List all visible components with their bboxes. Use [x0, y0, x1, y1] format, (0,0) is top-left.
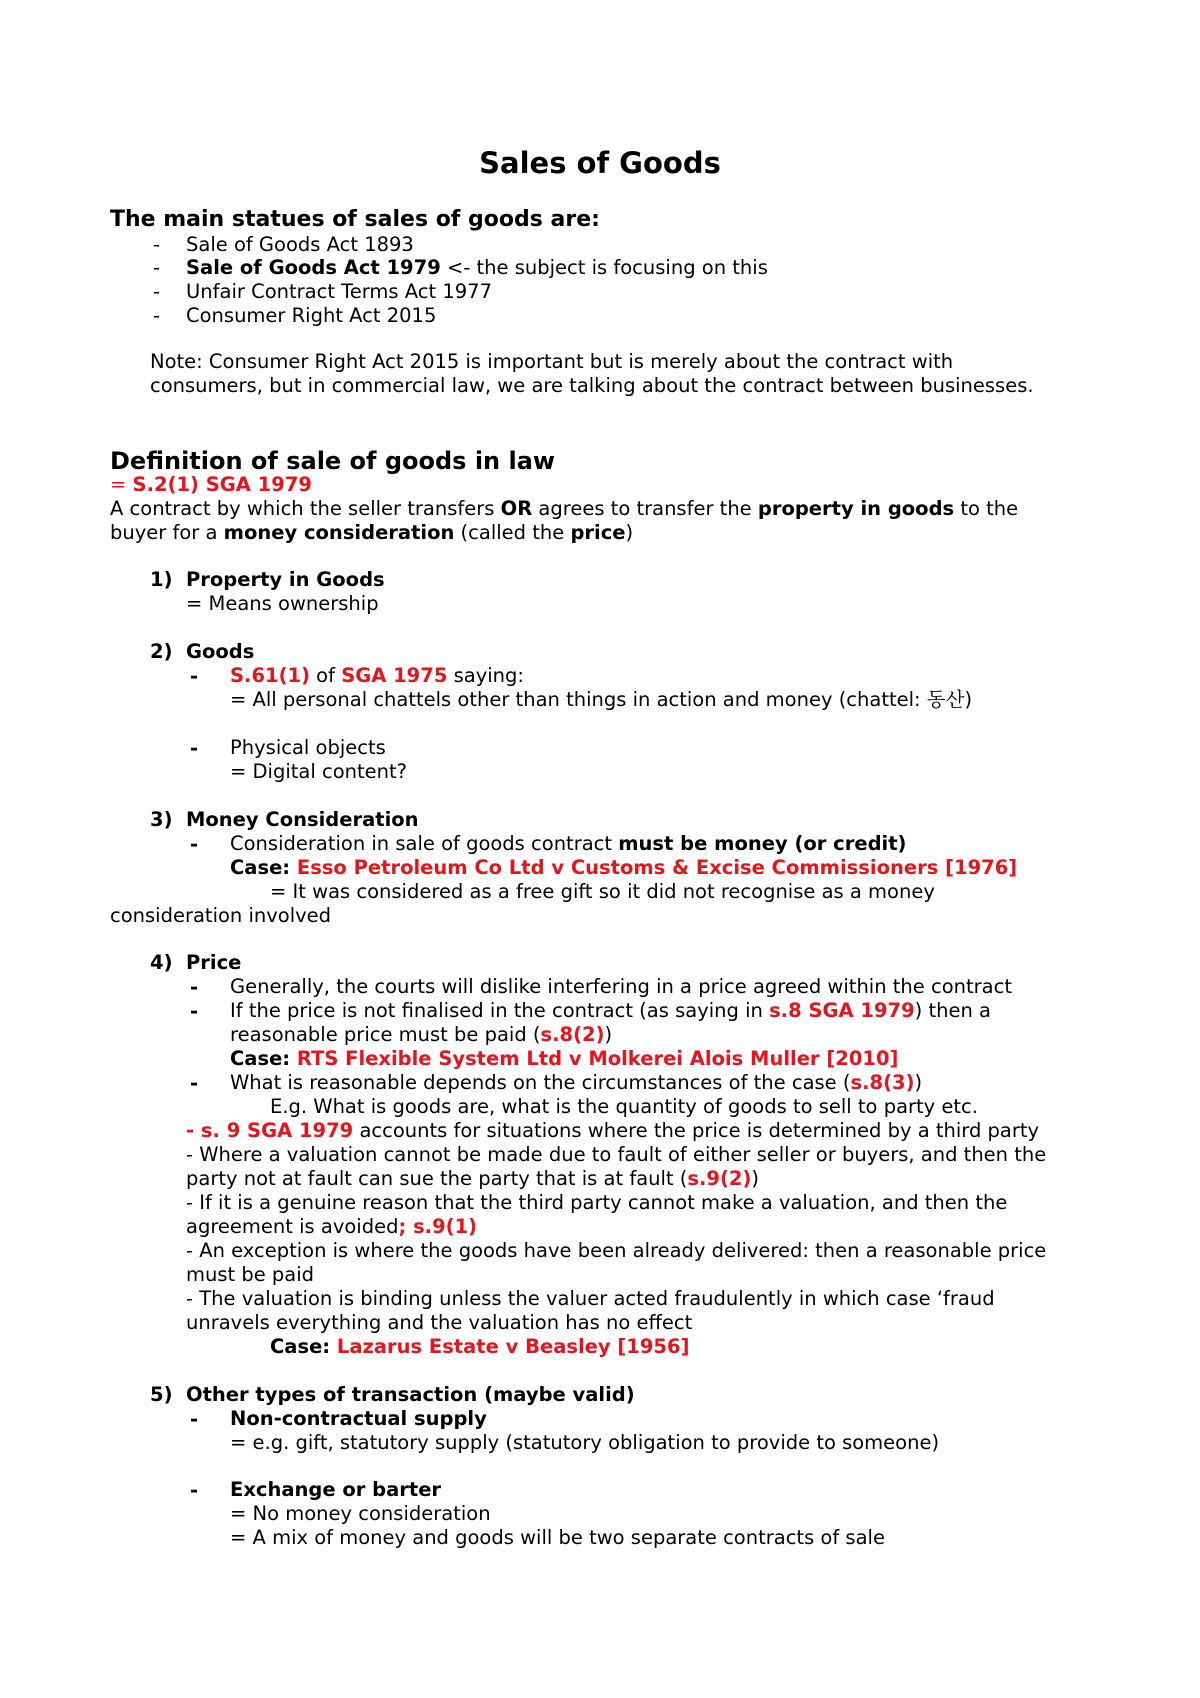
text-span: ) then a: [914, 999, 991, 1022]
definition-heading: Definition of sale of goods in law: [110, 447, 556, 475]
section-text: [186, 1167, 759, 1191]
text-span: ): [751, 1167, 759, 1190]
text-span: ): [914, 1071, 923, 1094]
case-line: [230, 1047, 898, 1071]
bullet-marker: -: [190, 1479, 199, 1502]
text-span: agreement is avoided: [186, 1215, 399, 1238]
section-text: = Means ownership: [186, 592, 379, 615]
section-text: unravels everything and the valuation has no effect: [186, 1311, 693, 1334]
text-span: party not at fault can sue the party that is at fault (: [186, 1167, 688, 1190]
statutes-heading: The main statues of sales of goods are:: [110, 207, 600, 232]
text-bold: property in goods: [757, 497, 955, 520]
section-text: = All personal chattels other than things in action and money (chattel: 동산): [230, 688, 973, 711]
bullet-marker: -: [190, 665, 199, 688]
case-name: RTS Flexible System Ltd v Molkerei Alois Muller [2010]: [296, 1047, 899, 1070]
section-text: = It was considered as a free gift so it did not recognise as a money: [270, 880, 935, 903]
page-title: Sales of Goods: [479, 146, 721, 180]
text-bold: must be money (or credit): [618, 832, 907, 855]
text-span: agrees to transfer the: [532, 497, 758, 520]
section-text: E.g. What is goods are, what is the quantity of goods to sell to party etc.: [270, 1095, 978, 1118]
section-text: [230, 664, 524, 688]
text-span: If the price is not finalised in the contract (as saying in: [230, 999, 770, 1022]
definition-text: [110, 521, 633, 545]
section-text: - If it is a genuine reason that the third party cannot make a valuation, and then the: [186, 1191, 1008, 1214]
statute-ref: s.8(3): [850, 1071, 915, 1094]
section-number: 3): [150, 808, 173, 831]
case-label: Case:: [230, 1047, 297, 1070]
bullet-marker: -: [190, 1000, 199, 1023]
statute-ref: s. 9 SGA 1979: [200, 1119, 354, 1142]
note-line: consumers, but in commercial law, we are talking about the contract between businesses.: [150, 374, 1034, 397]
text-span: -: [186, 1119, 201, 1142]
dash-marker: -: [153, 304, 161, 327]
text-span: accounts for situations where the price is determined by a third party: [353, 1119, 1040, 1142]
text-bold: OR: [500, 497, 533, 520]
section-text: Generally, the courts will dislike interfering in a price agreed within the contract: [230, 975, 1012, 998]
section-text: [186, 1215, 477, 1239]
section-text: Physical objects: [230, 736, 386, 759]
case-label: Case:: [270, 1335, 337, 1358]
text-span: Consideration in sale of goods contract: [230, 832, 619, 855]
definition-text: [110, 497, 1018, 521]
section-text: [230, 999, 991, 1023]
section-text: [230, 832, 906, 856]
section-text: - The valuation is binding unless the valuer acted fraudulently in which case ‘fraud: [186, 1287, 995, 1310]
section-text: - Where a valuation cannot be made due to fault of either seller or buyers, and then the: [186, 1143, 1047, 1166]
text-span: A contract by which the seller transfers: [110, 497, 501, 520]
dash-marker: -: [153, 256, 161, 279]
text-span: (called the: [454, 521, 571, 544]
section-number: 5): [150, 1383, 173, 1406]
statute-ref: S.61(1): [230, 664, 310, 687]
section-text: must be paid: [186, 1263, 315, 1286]
definition-ref: [110, 473, 312, 497]
section-text: = No money consideration: [230, 1502, 491, 1525]
statute-item: Consumer Right Act 2015: [186, 304, 437, 327]
statute-item-note: <- the subject is focusing on this: [440, 256, 768, 279]
bullet-marker: -: [190, 737, 199, 760]
text-bold: money consideration: [223, 521, 455, 544]
section-text: [230, 1071, 922, 1095]
section-heading: Goods: [186, 640, 255, 663]
dash-marker: -: [153, 233, 161, 256]
bullet-marker: -: [190, 833, 199, 856]
section-number: 1): [150, 568, 173, 591]
text-span: ): [625, 521, 634, 544]
statute-ref: ; s.9(1): [398, 1215, 478, 1238]
section-text: [186, 1119, 1039, 1143]
statute-item-highlighted: [186, 256, 768, 280]
text-span: ): [604, 1023, 613, 1046]
note-line: Note: Consumer Right Act 2015 is important but is merely about the contract with: [150, 350, 954, 373]
section-heading: Other types of transaction (maybe valid): [186, 1383, 635, 1406]
bullet-marker: -: [190, 1072, 199, 1095]
section-heading: Money Consideration: [186, 808, 419, 831]
text-span: What is reasonable depends on the circumstances of the case (: [230, 1071, 851, 1094]
section-text: Exchange or barter: [230, 1478, 442, 1501]
statute-item: Sale of Goods Act 1893: [186, 233, 414, 256]
case-name: Lazarus Estate v Beasley [1956]: [336, 1335, 690, 1358]
bullet-marker: -: [190, 976, 199, 999]
section-heading: Price: [186, 951, 242, 974]
statute-ref: s.9(2): [687, 1167, 752, 1190]
case-label: Case:: [230, 856, 297, 879]
text-span: to the: [954, 497, 1019, 520]
section-text: = e.g. gift, statutory supply (statutory obligation to provide to someone): [230, 1431, 940, 1454]
statute-ref: s.8 SGA 1979: [769, 999, 915, 1022]
statute-ref: S.2(1) SGA 1979: [132, 473, 312, 496]
text-span: of: [309, 664, 342, 687]
statute-ref: SGA 1975: [341, 664, 448, 687]
section-text: = A mix of money and goods will be two separate contracts of sale: [230, 1526, 885, 1549]
case-name: Esso Petroleum Co Ltd v Customs & Excise Commissioners [1976]: [296, 856, 1018, 879]
section-number: 4): [150, 951, 173, 974]
bullet-marker: -: [190, 1408, 199, 1431]
ref-prefix: =: [110, 473, 133, 496]
section-heading: Property in Goods: [186, 568, 385, 591]
section-number: 2): [150, 640, 173, 663]
section-text: [230, 1023, 612, 1047]
text-span: saying:: [447, 664, 524, 687]
statute-item-bold: Sale of Goods Act 1979: [186, 256, 441, 279]
section-text: consideration involved: [110, 904, 332, 927]
case-line: [270, 1335, 689, 1359]
statute-item: Unfair Contract Terms Act 1977: [186, 280, 492, 303]
section-text: - An exception is where the goods have been already delivered: then a reasonable price: [186, 1239, 1047, 1262]
dash-marker: -: [153, 280, 161, 303]
section-text: Non-contractual supply: [230, 1407, 487, 1430]
text-bold: price: [570, 521, 626, 544]
text-span: buyer for a: [110, 521, 224, 544]
section-text: = Digital content?: [230, 760, 407, 783]
statute-ref: s.8(2): [540, 1023, 605, 1046]
text-span: reasonable price must be paid (: [230, 1023, 541, 1046]
case-line: [230, 856, 1017, 880]
